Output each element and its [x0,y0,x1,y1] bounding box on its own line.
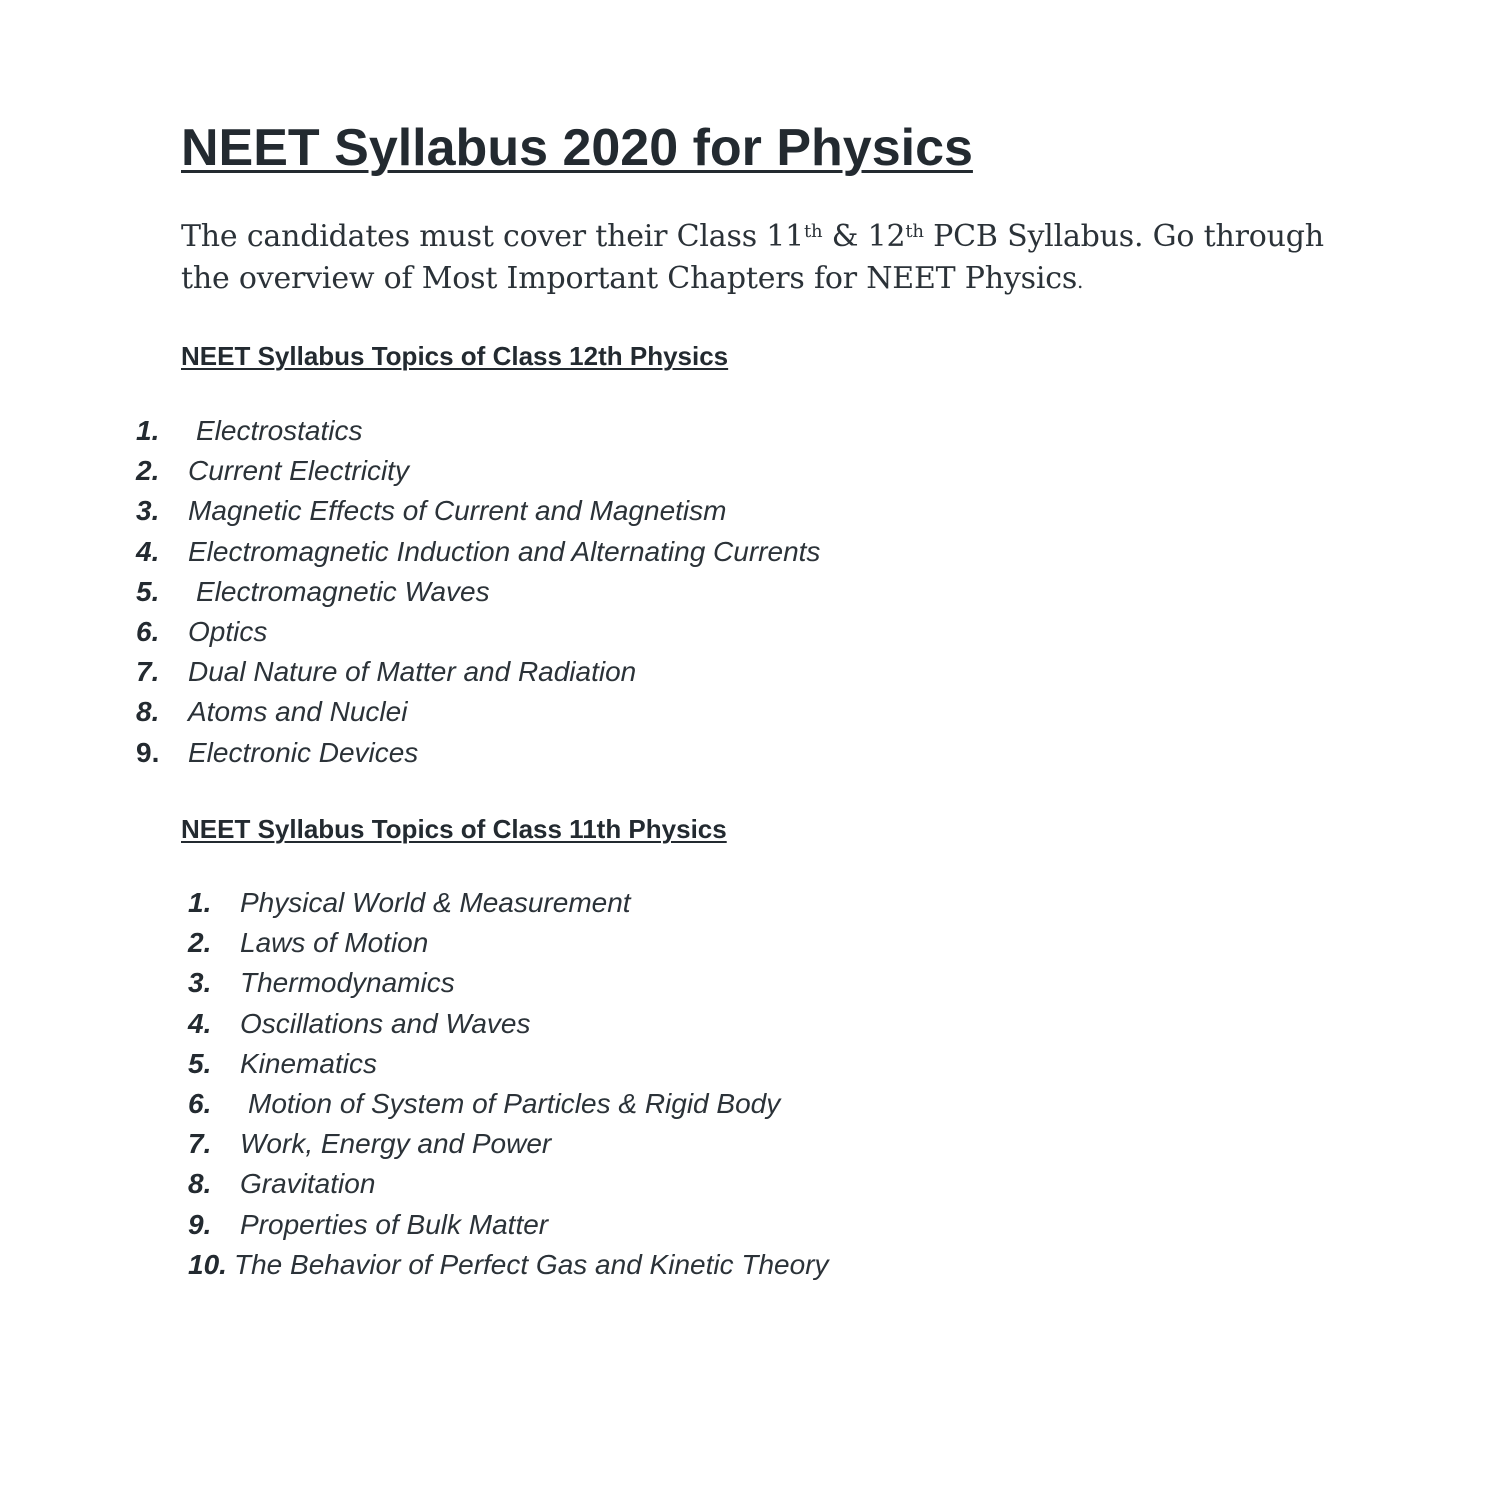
list-number: 6. [136,615,160,647]
list-label: Current Electricity [188,455,409,487]
list-item [136,692,820,732]
list-item [188,1004,829,1044]
list-label: Kinematics [240,1047,377,1079]
list-item [188,963,829,1003]
list-label: Magnetic Effects of Current and Magnetism [188,495,727,527]
list-item [136,572,820,612]
list-number: 6. [188,1087,212,1119]
list-label: Dual Nature of Matter and Radiation [188,656,637,688]
list-number: 4. [136,535,160,567]
page-title: NEET Syllabus 2020 for Physics [181,119,973,177]
intro-superscript-1: th [804,221,823,242]
list-label: Gravitation [240,1168,376,1200]
list-label: Motion of System of Particles & Rigid Body [248,1087,781,1119]
class-11-topic-list [188,883,829,1285]
intro-paragraph [181,216,1341,302]
list-number: 9. [188,1208,212,1240]
list-number: 8. [188,1168,212,1200]
intro-superscript-2: th [905,221,924,242]
class-12-topic-list [136,411,820,773]
list-item [136,612,820,652]
class-12-heading: NEET Syllabus Topics of Class 12th Physics [181,341,729,371]
list-label: Electrostatics [196,415,363,446]
list-item [188,1164,829,1204]
list-item [136,733,820,773]
intro-text-3: PCB Syllabus. Go through the overview of Most Important Chapters for NEET Physics [181,219,1324,296]
list-number: 7. [188,1128,212,1160]
list-number: 3. [188,967,212,999]
intro-period: . [1077,269,1084,293]
list-item [136,411,820,451]
list-item [188,1044,829,1084]
list-number: 9. [136,736,160,768]
list-item [136,491,820,531]
list-number: 5. [136,575,160,607]
list-number: 8. [136,696,160,728]
list-number: 5. [188,1047,212,1079]
intro-text-1: The candidates must cover their Class 11 [181,219,804,254]
list-label: Properties of Bulk Matter [240,1208,549,1240]
list-number: 3. [136,495,160,527]
list-number: 2. [136,455,160,487]
list-label: Thermodynamics [240,967,455,999]
list-item [188,883,829,923]
list-item [136,451,820,491]
list-label: Electronic Devices [188,736,419,768]
list-number: 1. [136,415,160,446]
list-number: 10. [188,1248,227,1280]
class-11-heading: NEET Syllabus Topics of Class 11th Physics [181,814,727,844]
list-number: 1. [188,887,212,918]
list-label: Optics [188,615,268,647]
list-label: Electromagnetic Waves [196,575,490,607]
list-item [188,1084,829,1124]
list-label: Electromagnetic Induction and Alternating Currents [188,535,821,567]
list-label: Physical World & Measurement [240,887,631,918]
list-item [136,532,820,572]
list-item [188,1124,829,1164]
list-number: 7. [136,656,160,688]
list-label: Work, Energy and Power [240,1128,552,1160]
list-label: Atoms and Nuclei [188,696,408,728]
list-item [188,1205,829,1245]
list-label: Laws of Motion [240,927,429,959]
list-label: Oscillations and Waves [240,1007,531,1039]
list-label: The Behavior of Perfect Gas and Kinetic Theory [234,1248,829,1280]
list-item [188,1245,829,1285]
intro-text-2: & 12 [822,219,906,254]
list-number: 2. [188,927,212,959]
list-item [188,923,829,963]
list-number: 4. [188,1007,212,1039]
list-item [136,652,820,692]
